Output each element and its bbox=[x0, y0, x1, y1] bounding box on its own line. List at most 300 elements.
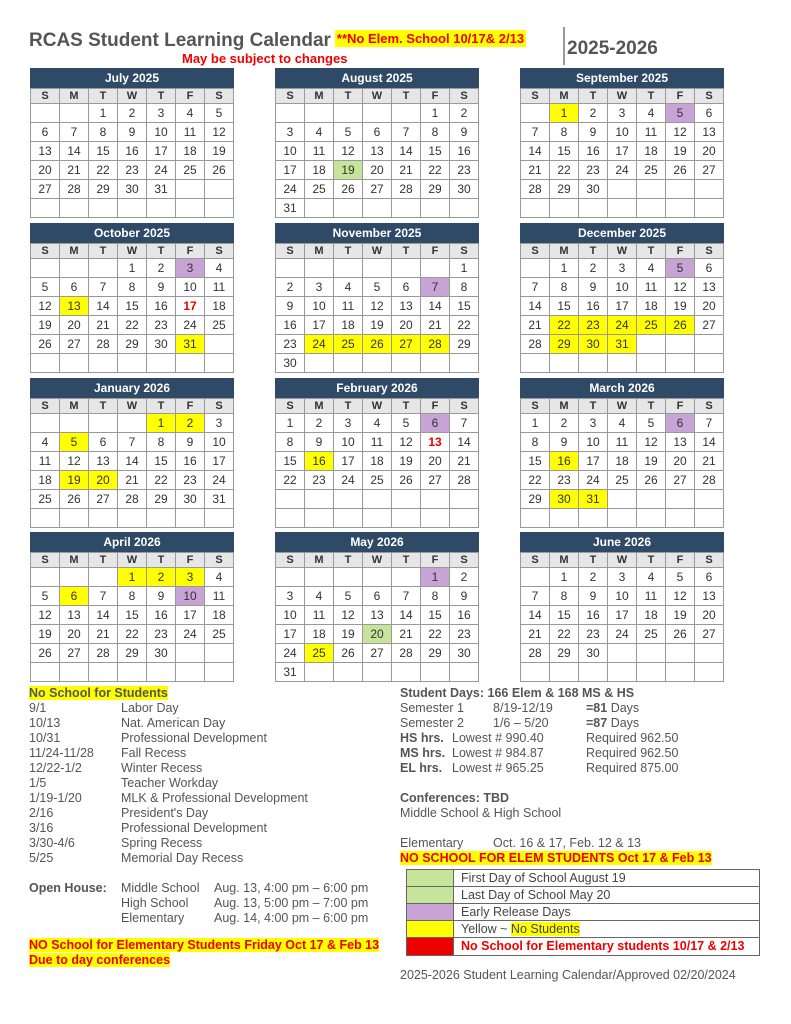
open-house-label: Open House: bbox=[29, 881, 107, 895]
day-cell: 15 bbox=[118, 297, 147, 316]
day-cell: 8 bbox=[421, 587, 450, 606]
day-cell: 14 bbox=[89, 297, 118, 316]
day-cell bbox=[363, 259, 392, 278]
day-cell: 26 bbox=[666, 316, 695, 335]
day-cell: 18 bbox=[363, 452, 392, 471]
month-title: January 2026 bbox=[30, 378, 234, 398]
day-cell: 16 bbox=[276, 316, 305, 335]
day-cell bbox=[695, 509, 724, 528]
month-calendar bbox=[30, 223, 234, 373]
weekday-header: S bbox=[695, 244, 724, 259]
day-cell: 29 bbox=[450, 335, 479, 354]
day-cell: 23 bbox=[579, 625, 608, 644]
days-number: =87 bbox=[586, 716, 608, 730]
day-cell: 14 bbox=[118, 452, 147, 471]
day-cell: 1 bbox=[521, 414, 550, 433]
weekday-header: W bbox=[608, 89, 637, 104]
day-cell bbox=[305, 104, 334, 123]
day-cell: 28 bbox=[695, 471, 724, 490]
day-cell: 3 bbox=[608, 568, 637, 587]
day-cell: 23 bbox=[118, 161, 147, 180]
day-cell bbox=[31, 259, 60, 278]
reason: Professional Development bbox=[121, 731, 267, 745]
day-cell bbox=[363, 663, 392, 682]
month-title: December 2025 bbox=[520, 223, 724, 243]
day-cell: 30 bbox=[579, 644, 608, 663]
weekday-header: M bbox=[550, 399, 579, 414]
weekday-header: W bbox=[363, 399, 392, 414]
weekday-header: F bbox=[421, 553, 450, 568]
day-cell: 1 bbox=[550, 104, 579, 123]
days-count bbox=[586, 701, 639, 716]
day-cell: 18 bbox=[176, 142, 205, 161]
day-cell: 6 bbox=[421, 414, 450, 433]
day-cell: 18 bbox=[637, 142, 666, 161]
weekday-header: S bbox=[31, 89, 60, 104]
hours-label: EL hrs. bbox=[400, 761, 443, 775]
day-cell: 26 bbox=[392, 471, 421, 490]
weekday-header: S bbox=[695, 553, 724, 568]
weekday-header: T bbox=[147, 244, 176, 259]
month-calendar bbox=[275, 378, 479, 528]
day-cell: 10 bbox=[176, 278, 205, 297]
day-cell bbox=[363, 509, 392, 528]
weekday-header: T bbox=[334, 553, 363, 568]
day-cell: 26 bbox=[334, 180, 363, 199]
day-cell: 12 bbox=[205, 123, 234, 142]
day-cell: 27 bbox=[363, 644, 392, 663]
lowest: Lowest # 965.25 bbox=[452, 761, 544, 775]
month-calendar bbox=[520, 532, 724, 682]
day-cell: 13 bbox=[31, 142, 60, 161]
day-cell: 14 bbox=[89, 606, 118, 625]
day-cell: 28 bbox=[450, 471, 479, 490]
day-cell: 30 bbox=[176, 490, 205, 509]
day-cell bbox=[147, 199, 176, 218]
day-cell: 8 bbox=[550, 123, 579, 142]
day-cell bbox=[363, 568, 392, 587]
day-cell: 20 bbox=[89, 471, 118, 490]
weekday-header: S bbox=[521, 244, 550, 259]
day-cell: 4 bbox=[637, 259, 666, 278]
day-cell: 3 bbox=[334, 414, 363, 433]
day-cell: 7 bbox=[89, 587, 118, 606]
day-cell: 6 bbox=[60, 278, 89, 297]
day-cell: 18 bbox=[637, 606, 666, 625]
day-cell: 4 bbox=[637, 568, 666, 587]
day-cell: 6 bbox=[363, 587, 392, 606]
day-cell: 9 bbox=[450, 123, 479, 142]
date: 5/25 bbox=[29, 851, 54, 865]
day-cell: 29 bbox=[521, 490, 550, 509]
day-cell: 30 bbox=[147, 335, 176, 354]
day-cell bbox=[147, 663, 176, 682]
day-cell: 13 bbox=[695, 278, 724, 297]
month-title: September 2025 bbox=[520, 68, 724, 88]
weekday-header: F bbox=[666, 399, 695, 414]
day-cell bbox=[579, 663, 608, 682]
day-cell: 20 bbox=[666, 452, 695, 471]
day-cell: 23 bbox=[276, 335, 305, 354]
day-cell bbox=[695, 354, 724, 373]
weekday-header: T bbox=[392, 399, 421, 414]
day-cell bbox=[147, 509, 176, 528]
footer: 2025-2026 Student Learning Calendar/Approved 02/20/2024 bbox=[400, 968, 736, 982]
day-cell: 21 bbox=[695, 452, 724, 471]
day-cell bbox=[695, 335, 724, 354]
no-school-list bbox=[29, 686, 399, 968]
day-cell: 3 bbox=[305, 278, 334, 297]
day-cell bbox=[450, 490, 479, 509]
day-cell: 28 bbox=[392, 180, 421, 199]
day-cell: 31 bbox=[608, 335, 637, 354]
day-cell: 15 bbox=[89, 142, 118, 161]
day-cell: 25 bbox=[31, 490, 60, 509]
legend-swatch bbox=[407, 938, 454, 955]
legend-row bbox=[407, 904, 759, 921]
school: Middle School bbox=[121, 881, 200, 895]
weekday-header: M bbox=[550, 553, 579, 568]
day-cell: 14 bbox=[521, 297, 550, 316]
day-cell: 27 bbox=[31, 180, 60, 199]
day-cell: 16 bbox=[118, 142, 147, 161]
day-cell bbox=[205, 509, 234, 528]
weekday-header: M bbox=[305, 399, 334, 414]
weekday-header: S bbox=[205, 553, 234, 568]
day-cell: 17 bbox=[608, 297, 637, 316]
date: 1/19-1/20 bbox=[29, 791, 82, 805]
no-school-item bbox=[29, 851, 399, 866]
day-cell: 1 bbox=[89, 104, 118, 123]
day-cell bbox=[521, 199, 550, 218]
day-cell bbox=[521, 509, 550, 528]
day-cell: 10 bbox=[205, 433, 234, 452]
day-cell: 9 bbox=[579, 278, 608, 297]
day-cell bbox=[334, 354, 363, 373]
day-cell: 10 bbox=[608, 278, 637, 297]
day-cell: 4 bbox=[305, 587, 334, 606]
day-cell: 6 bbox=[695, 568, 724, 587]
weekday-header: T bbox=[334, 89, 363, 104]
weekday-header: S bbox=[450, 244, 479, 259]
day-cell: 11 bbox=[334, 297, 363, 316]
legend bbox=[406, 869, 760, 956]
day-cell bbox=[450, 509, 479, 528]
month-calendar bbox=[30, 532, 234, 682]
hours-row bbox=[400, 746, 770, 761]
month-days-grid bbox=[520, 398, 724, 528]
day-cell bbox=[147, 354, 176, 373]
day-cell bbox=[666, 663, 695, 682]
no-school-item bbox=[29, 746, 399, 761]
day-cell: 17 bbox=[579, 452, 608, 471]
month-days-grid bbox=[30, 243, 234, 373]
day-cell bbox=[60, 199, 89, 218]
day-cell: 2 bbox=[118, 104, 147, 123]
day-cell: 2 bbox=[450, 568, 479, 587]
legend-highlight: No Students bbox=[510, 922, 580, 936]
day-cell bbox=[637, 663, 666, 682]
day-cell: 7 bbox=[695, 414, 724, 433]
month-calendar bbox=[275, 532, 479, 682]
day-cell: 10 bbox=[176, 587, 205, 606]
day-cell: 23 bbox=[147, 625, 176, 644]
day-cell bbox=[363, 199, 392, 218]
day-cell: 12 bbox=[60, 452, 89, 471]
day-cell bbox=[334, 568, 363, 587]
day-cell bbox=[118, 354, 147, 373]
day-cell: 24 bbox=[205, 471, 234, 490]
weekday-header: T bbox=[89, 89, 118, 104]
no-school-title: No School for Students bbox=[29, 686, 168, 700]
day-cell: 16 bbox=[579, 297, 608, 316]
day-cell: 21 bbox=[521, 316, 550, 335]
reason: Professional Development bbox=[121, 821, 267, 835]
legend-swatch bbox=[407, 887, 454, 903]
day-cell: 4 bbox=[176, 104, 205, 123]
day-cell bbox=[392, 568, 421, 587]
weekday-header: W bbox=[608, 244, 637, 259]
day-cell: 5 bbox=[334, 587, 363, 606]
weekday-header: M bbox=[60, 89, 89, 104]
day-cell: 28 bbox=[421, 335, 450, 354]
day-cell bbox=[421, 490, 450, 509]
day-cell: 12 bbox=[666, 278, 695, 297]
day-cell: 28 bbox=[521, 180, 550, 199]
month-calendar bbox=[520, 68, 724, 218]
date: 12/22-1/2 bbox=[29, 761, 82, 775]
date: 3/30-4/6 bbox=[29, 836, 75, 850]
weekday-header: T bbox=[579, 89, 608, 104]
date: 1/5 bbox=[29, 776, 47, 790]
day-cell: 23 bbox=[176, 471, 205, 490]
day-cell bbox=[608, 509, 637, 528]
day-cell: 9 bbox=[276, 297, 305, 316]
day-cell: 29 bbox=[550, 180, 579, 199]
weekday-header: T bbox=[147, 399, 176, 414]
legend-text: Yellow ~ bbox=[461, 922, 511, 936]
day-cell: 28 bbox=[521, 644, 550, 663]
day-cell: 5 bbox=[392, 414, 421, 433]
weekday-header: T bbox=[637, 553, 666, 568]
day-cell: 14 bbox=[521, 142, 550, 161]
day-cell: 21 bbox=[450, 452, 479, 471]
day-cell bbox=[89, 354, 118, 373]
day-cell bbox=[118, 663, 147, 682]
day-cell bbox=[450, 199, 479, 218]
day-cell: 21 bbox=[392, 625, 421, 644]
day-cell: 26 bbox=[60, 490, 89, 509]
required: Required 962.50 bbox=[586, 746, 679, 760]
month-title: February 2026 bbox=[275, 378, 479, 398]
day-cell: 21 bbox=[392, 161, 421, 180]
day-cell bbox=[637, 180, 666, 199]
day-cell: 4 bbox=[31, 433, 60, 452]
month-calendar bbox=[275, 68, 479, 218]
day-cell bbox=[60, 568, 89, 587]
weekday-header: M bbox=[60, 244, 89, 259]
day-cell: 18 bbox=[205, 606, 234, 625]
day-cell: 19 bbox=[666, 142, 695, 161]
day-cell: 5 bbox=[363, 278, 392, 297]
weekday-header: W bbox=[118, 244, 147, 259]
day-cell: 13 bbox=[421, 433, 450, 452]
day-cell: 8 bbox=[118, 278, 147, 297]
day-cell: 10 bbox=[147, 123, 176, 142]
day-cell: 6 bbox=[89, 433, 118, 452]
day-cell: 16 bbox=[450, 142, 479, 161]
day-cell: 27 bbox=[89, 490, 118, 509]
day-cell: 20 bbox=[695, 606, 724, 625]
day-cell: 25 bbox=[637, 161, 666, 180]
weekday-header: T bbox=[147, 89, 176, 104]
day-cell: 2 bbox=[579, 259, 608, 278]
weekday-header: T bbox=[147, 553, 176, 568]
day-cell: 28 bbox=[118, 490, 147, 509]
day-cell: 18 bbox=[305, 161, 334, 180]
day-cell bbox=[392, 354, 421, 373]
weekday-header: T bbox=[89, 244, 118, 259]
day-cell: 24 bbox=[608, 625, 637, 644]
day-cell bbox=[205, 199, 234, 218]
day-cell: 1 bbox=[450, 259, 479, 278]
weekday-header: S bbox=[276, 89, 305, 104]
month-days-grid bbox=[275, 398, 479, 528]
day-cell bbox=[205, 335, 234, 354]
day-cell: 20 bbox=[363, 161, 392, 180]
day-cell: 29 bbox=[89, 180, 118, 199]
day-cell bbox=[666, 644, 695, 663]
day-cell bbox=[31, 663, 60, 682]
weekday-header: T bbox=[392, 244, 421, 259]
day-cell: 4 bbox=[305, 123, 334, 142]
day-cell bbox=[60, 509, 89, 528]
day-cell: 24 bbox=[276, 644, 305, 663]
day-cell bbox=[521, 354, 550, 373]
day-cell: 3 bbox=[176, 259, 205, 278]
day-cell bbox=[305, 354, 334, 373]
day-cell bbox=[695, 180, 724, 199]
day-cell: 17 bbox=[608, 606, 637, 625]
day-cell: 3 bbox=[579, 414, 608, 433]
day-cell bbox=[363, 104, 392, 123]
day-cell bbox=[579, 199, 608, 218]
day-cell: 26 bbox=[205, 161, 234, 180]
day-cell: 2 bbox=[276, 278, 305, 297]
weekday-header: W bbox=[118, 553, 147, 568]
weekday-header: T bbox=[579, 399, 608, 414]
weekday-header: S bbox=[450, 89, 479, 104]
weekday-header: S bbox=[205, 89, 234, 104]
legend-swatch bbox=[407, 921, 454, 937]
day-cell bbox=[421, 199, 450, 218]
day-cell: 17 bbox=[305, 316, 334, 335]
day-cell bbox=[421, 663, 450, 682]
weekday-header: S bbox=[695, 89, 724, 104]
weekday-header: M bbox=[550, 244, 579, 259]
day-cell bbox=[334, 663, 363, 682]
day-cell: 10 bbox=[334, 433, 363, 452]
day-cell bbox=[205, 663, 234, 682]
day-cell bbox=[305, 663, 334, 682]
day-cell: 2 bbox=[550, 414, 579, 433]
day-cell: 5 bbox=[666, 259, 695, 278]
school-year: 2025-2026 bbox=[567, 38, 658, 59]
day-cell: 22 bbox=[550, 625, 579, 644]
day-cell bbox=[695, 663, 724, 682]
day-cell: 31 bbox=[276, 663, 305, 682]
day-cell: 16 bbox=[579, 142, 608, 161]
day-cell: 13 bbox=[363, 606, 392, 625]
day-cell: 20 bbox=[31, 161, 60, 180]
month-calendar bbox=[520, 378, 724, 528]
weekday-header: S bbox=[276, 244, 305, 259]
day-cell bbox=[31, 354, 60, 373]
no-school-item bbox=[29, 836, 399, 851]
day-cell: 22 bbox=[421, 625, 450, 644]
day-cell: 11 bbox=[305, 606, 334, 625]
day-cell: 12 bbox=[666, 123, 695, 142]
day-cell bbox=[60, 663, 89, 682]
day-cell bbox=[450, 663, 479, 682]
day-cell: 18 bbox=[608, 452, 637, 471]
day-cell bbox=[666, 509, 695, 528]
days-count bbox=[586, 716, 639, 731]
legend-text: No School for Elementary students 10/17 & 2/13 bbox=[461, 939, 745, 953]
semester: Semester 2 bbox=[400, 716, 464, 730]
day-cell: 5 bbox=[334, 123, 363, 142]
month-title: October 2025 bbox=[30, 223, 234, 243]
day-cell: 10 bbox=[579, 433, 608, 452]
day-cell: 13 bbox=[60, 297, 89, 316]
day-cell: 15 bbox=[421, 606, 450, 625]
day-cell: 11 bbox=[637, 123, 666, 142]
day-cell: 17 bbox=[176, 606, 205, 625]
day-cell: 3 bbox=[205, 414, 234, 433]
day-cell bbox=[276, 490, 305, 509]
day-cell: 7 bbox=[392, 587, 421, 606]
legend-text: Last Day of School May 20 bbox=[461, 888, 611, 902]
day-cell: 4 bbox=[637, 104, 666, 123]
day-cell: 11 bbox=[637, 278, 666, 297]
day-cell bbox=[334, 199, 363, 218]
day-cell: 9 bbox=[550, 433, 579, 452]
day-cell: 16 bbox=[147, 297, 176, 316]
reason: Memorial Day Recess bbox=[121, 851, 244, 865]
reason: Winter Recess bbox=[121, 761, 203, 775]
day-cell: 30 bbox=[147, 644, 176, 663]
day-cell: 21 bbox=[521, 161, 550, 180]
day-cell: 9 bbox=[118, 123, 147, 142]
day-cell: 12 bbox=[334, 142, 363, 161]
date: 2/16 bbox=[29, 806, 54, 820]
day-cell: 10 bbox=[608, 587, 637, 606]
weekday-header: S bbox=[450, 399, 479, 414]
day-cell: 16 bbox=[450, 606, 479, 625]
day-cell bbox=[666, 354, 695, 373]
day-cell: 25 bbox=[176, 161, 205, 180]
reason: Teacher Workday bbox=[121, 776, 219, 790]
weekday-header: T bbox=[637, 89, 666, 104]
reason: Nat. American Day bbox=[121, 716, 226, 730]
day-cell: 25 bbox=[637, 316, 666, 335]
day-cell: 5 bbox=[205, 104, 234, 123]
hours-row bbox=[400, 731, 770, 746]
legend-text: First Day of School August 19 bbox=[461, 871, 626, 885]
day-cell: 24 bbox=[276, 180, 305, 199]
day-cell: 3 bbox=[176, 568, 205, 587]
day-cell bbox=[334, 509, 363, 528]
